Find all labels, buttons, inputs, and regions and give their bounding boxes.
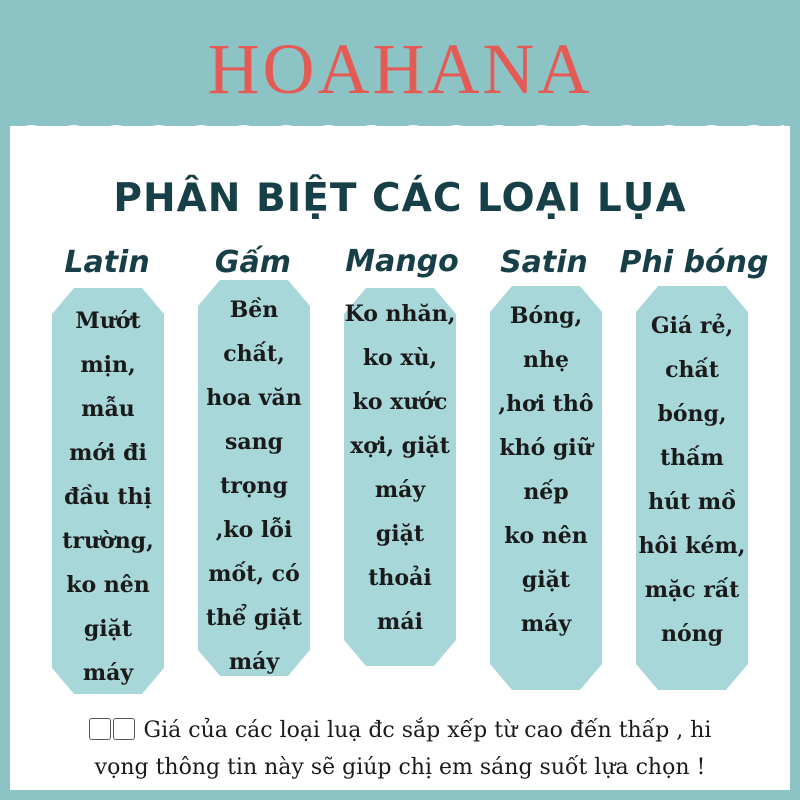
column-text-satin [476, 294, 616, 646]
footnote-line-2: vọng thông tin này sẽ giúp chị em sáng suốt lựa chọn ! [94, 755, 706, 780]
text-line: máy [82, 660, 134, 686]
footnote [14, 712, 786, 786]
column-title-gam: Gấm [214, 245, 292, 280]
column-title-phi-bong: Phi bóng [619, 245, 769, 280]
text-line: trọng [220, 473, 288, 499]
page-heading: PHÂN BIỆT CÁC LOẠI LỤA [113, 176, 687, 221]
text-line: mới đi [69, 440, 147, 466]
text-line: máy [520, 611, 572, 637]
text-line: mốt, có [208, 561, 300, 587]
text-line: ko nên [66, 572, 150, 598]
text-line: giặt [83, 616, 133, 642]
text-line: Mướt [75, 308, 141, 334]
text-line: nhẹ [523, 347, 569, 373]
pointing-hand-icon [89, 718, 111, 740]
brand-title: HOAHANA [207, 29, 593, 109]
text-line: máy [228, 649, 280, 675]
text-line: trường, [62, 528, 154, 554]
text-line: ,hơi thô [498, 391, 594, 417]
text-line: ko nên [504, 523, 588, 549]
text-line: bóng, [657, 401, 727, 427]
text-line: ,ko lỗi [215, 517, 293, 543]
text-line: mặc rất [644, 577, 740, 603]
text-line: Giá rẻ, [650, 313, 734, 339]
text-line: Bền [229, 297, 279, 323]
footnote-text-1: Giá của các loại luạ đc sắp xếp từ cao đến thấp , hi [143, 718, 712, 743]
column-text-phi-bong [622, 304, 762, 656]
text-line: ko xước [352, 389, 448, 415]
text-line: hút mồ [648, 489, 736, 515]
text-line: khó giữ [499, 435, 593, 461]
text-line: giặt [521, 567, 571, 593]
column-title-latin: Latin [64, 245, 150, 280]
column-text-mango [330, 292, 470, 644]
column-text-gam [184, 288, 324, 684]
text-line: chất [665, 357, 719, 383]
text-line: mẫu [81, 396, 135, 422]
text-line: thấm [660, 445, 724, 471]
text-line: Ko nhăn, [344, 301, 456, 327]
text-line: giặt [375, 521, 425, 547]
text-line: Bóng, [509, 303, 583, 329]
text-line: hôi kém, [638, 533, 746, 559]
text-line: đầu thị [64, 484, 152, 510]
wave-shape [10, 125, 790, 148]
text-line: sang [224, 429, 284, 455]
text-line: nóng [660, 621, 724, 647]
footnote-line-1 [14, 712, 786, 749]
text-line: mái [377, 609, 423, 635]
text-line: thể giặt [206, 605, 302, 631]
column-title-satin: Satin [500, 245, 588, 280]
text-line: xợi, giặt [350, 433, 450, 459]
text-line: mịn, [80, 352, 136, 378]
text-line: máy [374, 477, 426, 503]
text-line: chất, [223, 341, 285, 367]
pointing-hand-icon [113, 718, 135, 740]
text-line: hoa văn [206, 385, 302, 411]
text-line: nếp [523, 479, 569, 505]
text-line: thoải [368, 565, 432, 591]
column-title-mango: Mango [345, 244, 459, 279]
text-line: ko xù, [362, 345, 438, 371]
column-text-latin [38, 299, 178, 695]
wave-border [0, 108, 800, 148]
